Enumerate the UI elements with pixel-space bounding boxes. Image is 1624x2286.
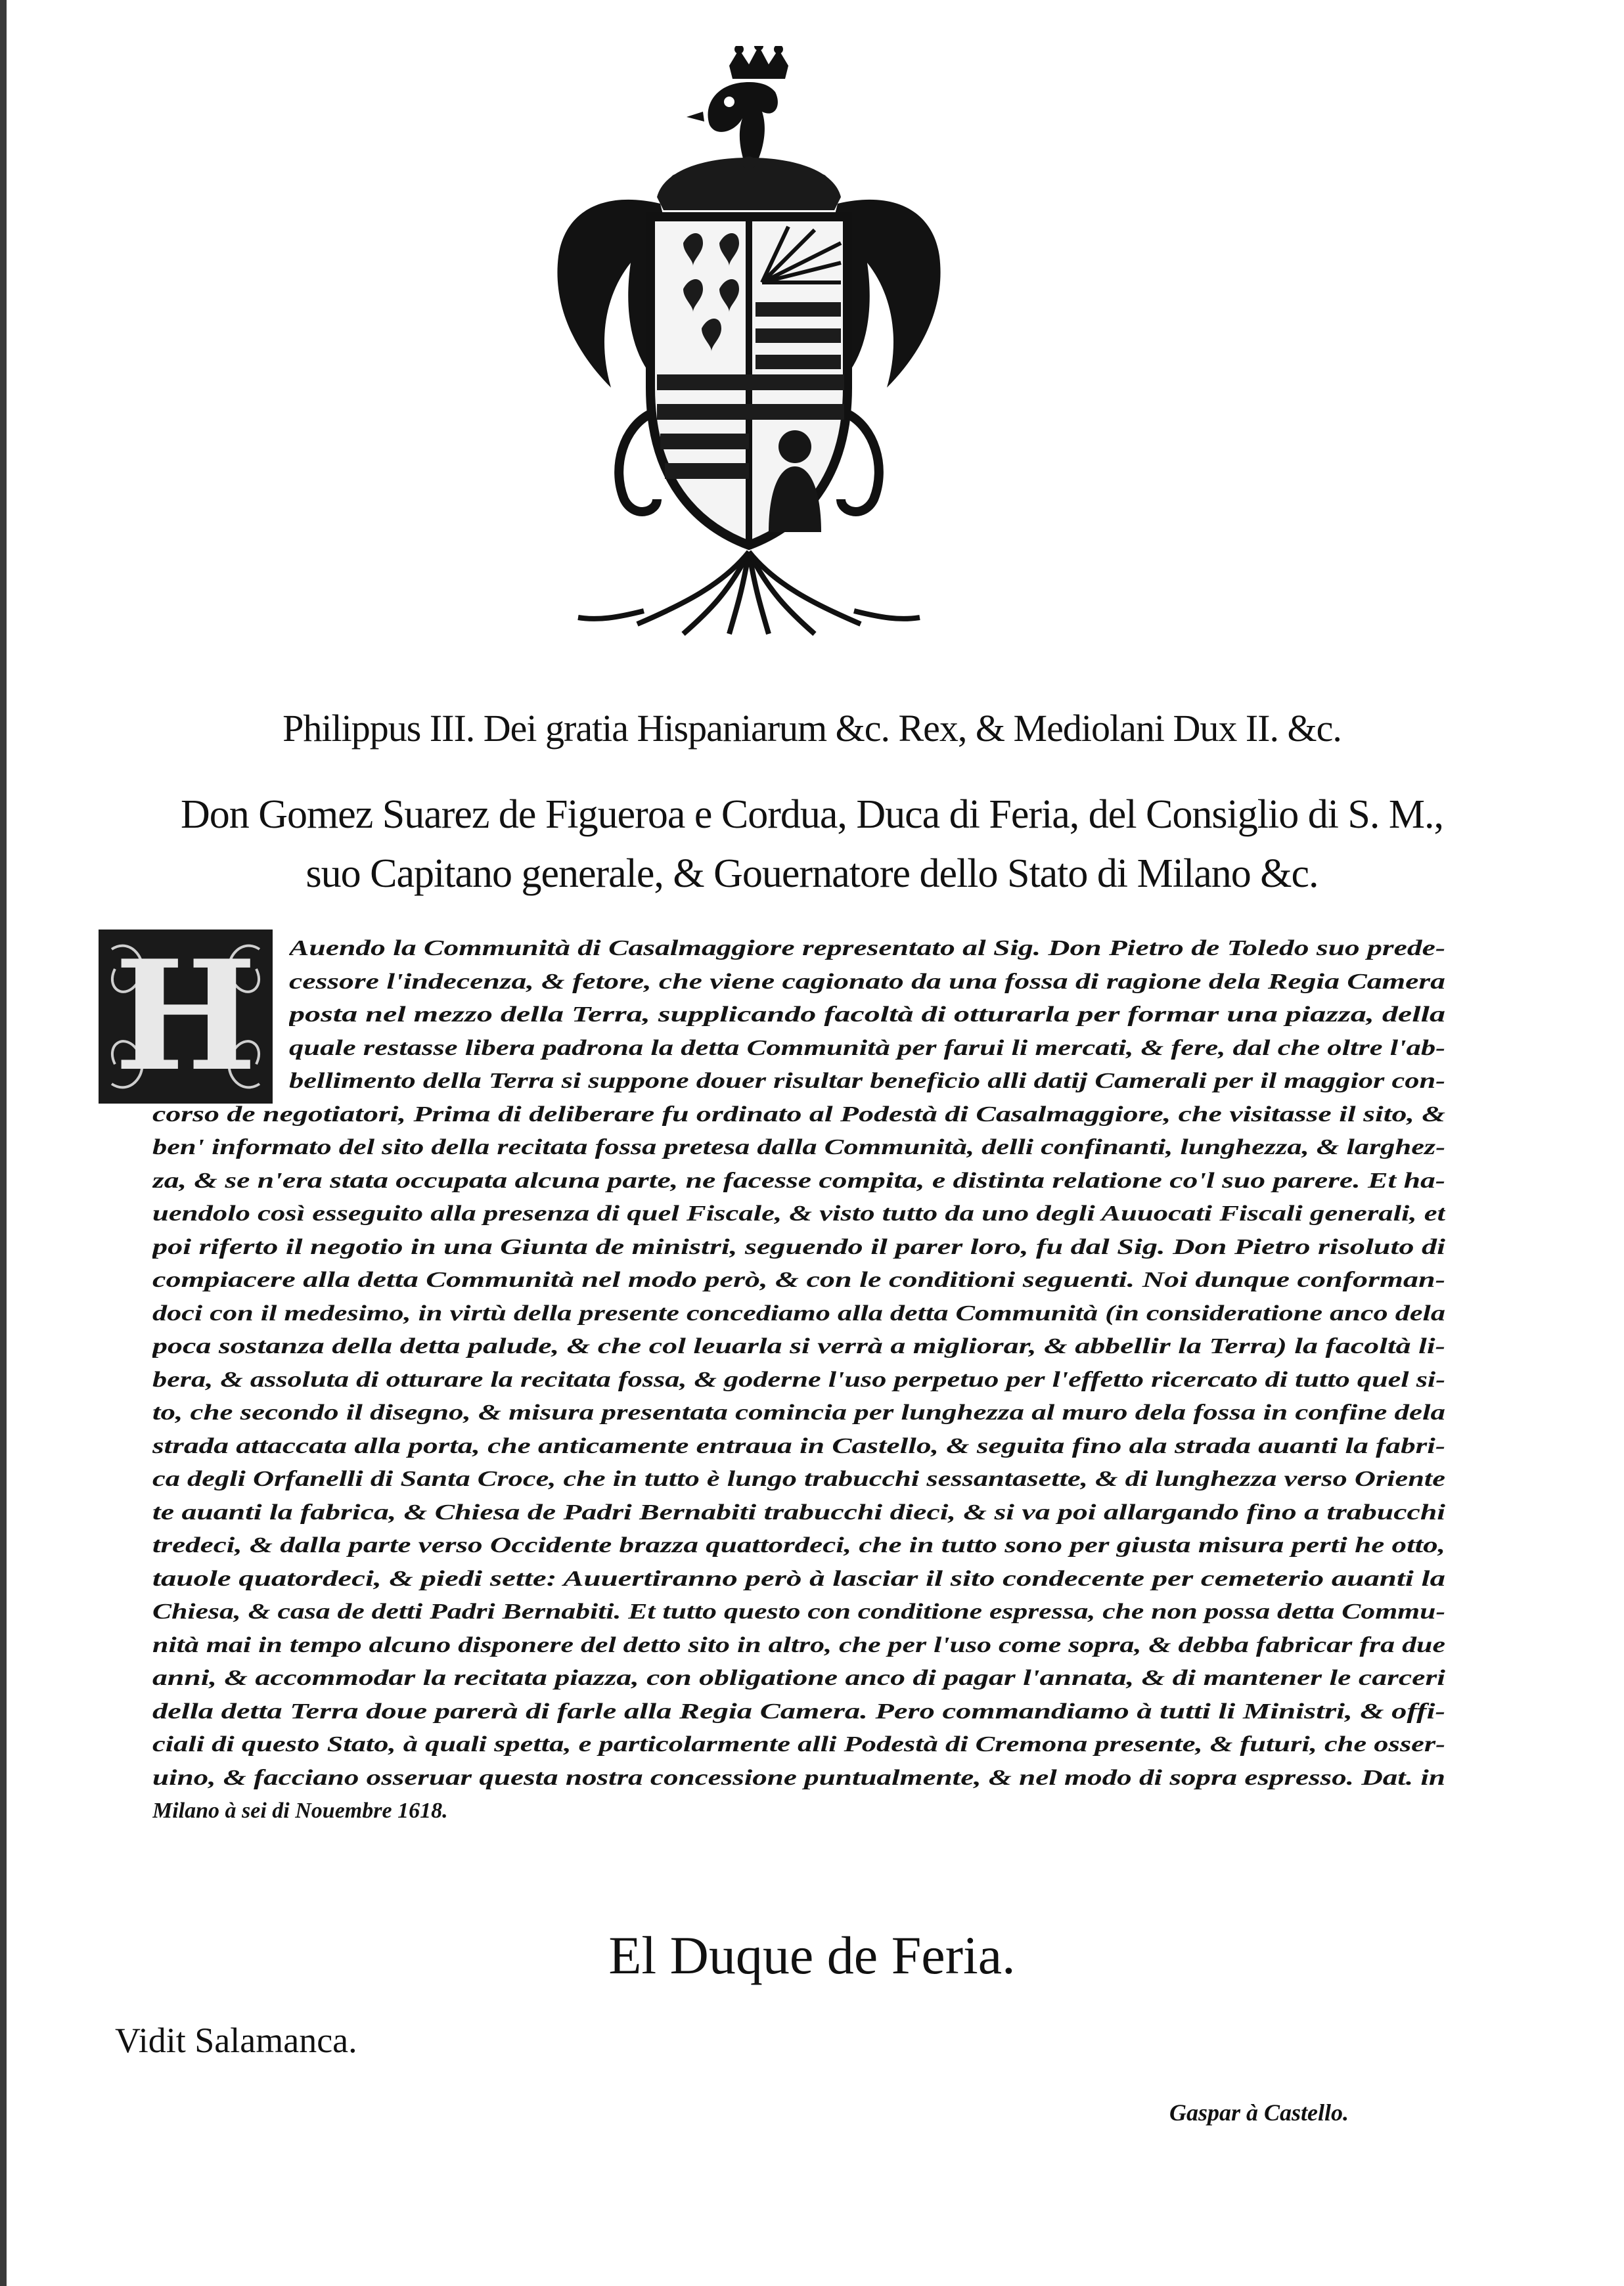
coronet-icon [657, 156, 841, 210]
body-line: ca degli Orfanelli di Santa Croce, che in tutto è lungo trabucchi sessantasette, & di lunghezza verso Oriente [152, 1467, 1445, 1491]
body-line: cessore l'indecenza, & fetore, che viene cagionato da una fossa di ragione dela Regia Camera [289, 970, 1445, 994]
governor-title-line-1: Don Gomez Suarez de Figueroa e Cordua, Duca di Feria, del Consiglio di S. M., [180, 792, 1444, 837]
body-line: uino, & facciano osseruar questa nostra concessione puntualmente, & nel modo di sopra espresso. Dat. in [152, 1766, 1445, 1790]
body-line: corso de negotiatori, Prima di deliberare fu ordinato al Podestà di Casalmaggiore, che visitasse il sito, & [152, 1102, 1445, 1127]
body-line: della detta Terra doue parerà di farle alla Regia Camera. Pero commandiamo à tutti li Ministri, & offi- [152, 1699, 1445, 1724]
body-line: poca sostanza della detta palude, & che col leuarla si verrà a migliorar, & abbellir la Terra) la facoltà li- [152, 1334, 1445, 1358]
body-line: Chiesa, & casa de detti Padri Bernabiti. Et tutto questo con conditione espressa, che non possa detta Commu- [152, 1600, 1445, 1624]
top-crown-icon [729, 46, 788, 79]
body-line: strada attaccata alla porta, che anticamente entraua in Castello, & seguita fino ala strada auanti la fabri- [152, 1434, 1445, 1458]
body-line: uendolo così esseguito alla presenza di quel Fiscale, & visto tutto da uno degli Auuocati Fiscali generali, et [152, 1201, 1445, 1226]
body-line: bellimento della Terra si suppone douer risultar beneficio alli datij Camerali per il maggior con- [289, 1069, 1445, 1093]
body-line: tredeci, & dalla parte verso Occidente brazza quattordeci, che in tutto sono per giusta misura perti he otto, [152, 1533, 1445, 1558]
body-line: to, che secondo il disegno, & misura presentata comincia per lunghezza al muro dela fossa in confine dela [152, 1401, 1445, 1425]
body-line: compiacere alla detta Communità nel modo però, & con le conditioni seguenti. Noi dunque conforman- [152, 1268, 1445, 1292]
tail-feathers-icon [578, 552, 920, 634]
body-line: ciali di questo Stato, à quali spetta, e particolarmente alli Podestà di Cremona presente, & futuri, che osser- [152, 1732, 1445, 1757]
body-line: Milano à sei di Nouembre 1618. [152, 1799, 448, 1823]
royal-title: Philippus III. Dei gratia Hispaniarum &c. Rex, & Mediolani Dux II. &c. [282, 707, 1342, 750]
shield-icon [650, 217, 847, 545]
body-line: nità mai in tempo alcuno disponere del detto sito in altro, che per l'uso come sopra, & debba fabricar fra due [152, 1633, 1445, 1657]
ducal-signature: El Duque de Feria. [608, 1925, 1016, 1985]
vidit-note: Vidit Salamanca. [115, 2021, 357, 2060]
body-line: doci con il medesimo, in virtù della presente concediamo alla detta Communità (in consideratione anco dela [152, 1301, 1445, 1326]
body-line: quale restasse libera padrona la detta Communità per farui li mercati, & fere, dal che oltre l'ab- [289, 1036, 1445, 1060]
body-line: poi riferto il negotio in una Giunta de ministri, seguendo il parer loro, fu dal Sig. Don Pietro risoluto di [152, 1235, 1445, 1259]
decorated-initial [99, 930, 273, 1104]
body-line: posta nel mezzo della Terra, supplicando facoltà di otturarla per formar una piazza, della [289, 1002, 1445, 1027]
coat-of-arms-icon [552, 46, 985, 637]
body-line: te auanti la fabrica, & Chiesa de Padri Bernabiti trabucchi dieci, & si va poi allargando fino a trabucchi [152, 1500, 1445, 1525]
body-line: bera, & assoluta di otturare la recitata fossa, & goderne l'uso perpetuo per l'effetto ricercato di tutto quel si- [152, 1368, 1445, 1392]
body-line: Auendo la Communità di Casalmaggiore representato al Sig. Don Pietro de Toledo suo prede- [289, 936, 1445, 960]
body-line: ben' informato del sito della recitata fossa pretesa dalla Communità, delli confinanti, lunghezza, & larghez- [152, 1135, 1445, 1159]
governor-title-line-2: suo Capitano generale, & Gouernatore dello Stato di Milano &c. [305, 851, 1319, 896]
body-line: za, & se n'era stata occupata alcuna parte, ne facesse compita, e distinta relatione co'l suo parere. Et ha- [152, 1169, 1445, 1193]
body-line: anni, & accommodar la recitata piazza, con obligatione anco di pagar l'annata, & di mantener le carceri [152, 1666, 1445, 1690]
body-line: tauole quatordeci, & piedi sette: Auuertiranno però à lasciar il sito condecente per cemeterio auanti la [152, 1567, 1445, 1591]
secretary-countersign: Gaspar à Castello. [1169, 2099, 1349, 2126]
initial-letter: H [114, 928, 258, 1105]
